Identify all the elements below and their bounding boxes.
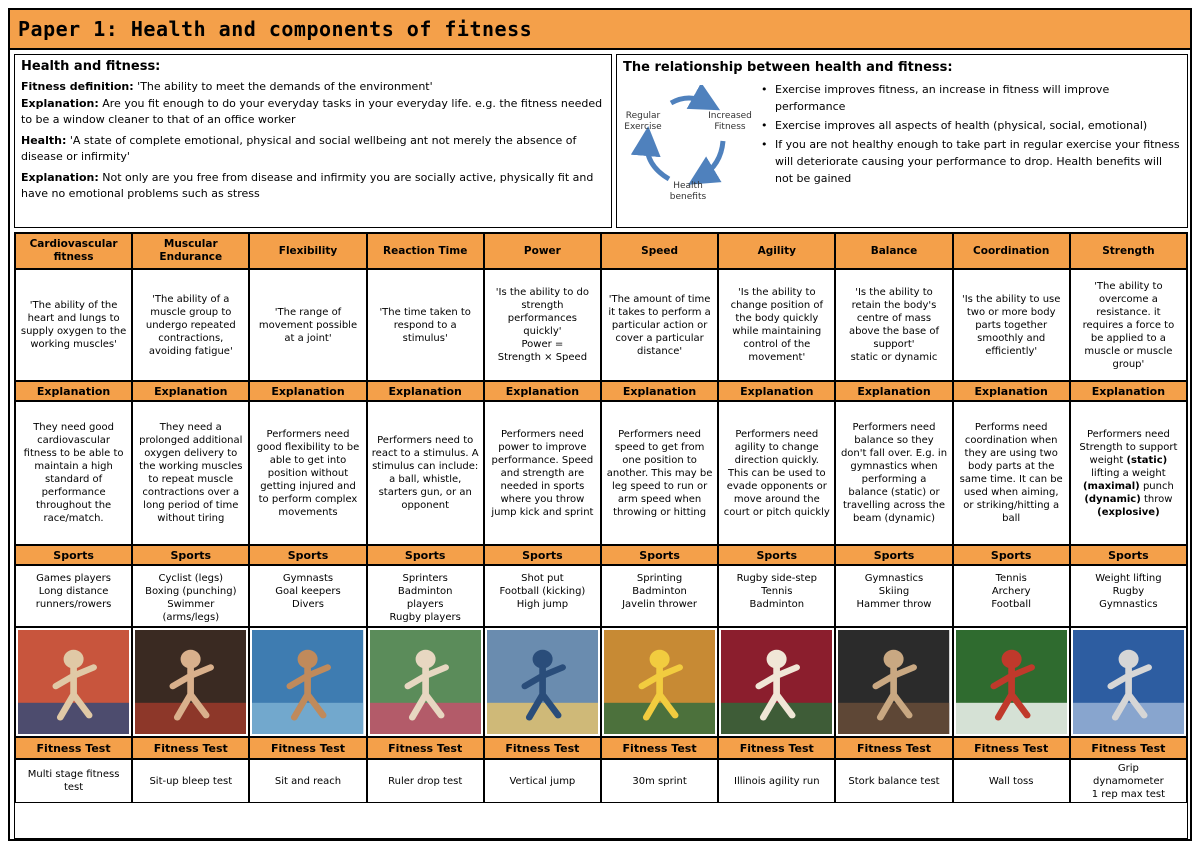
- component-sports: [367, 565, 484, 627]
- component-header: Balance: [835, 233, 952, 269]
- component-explanation: Performers need to react to a stimulus. A stimulus can include: a ball, whistle, starters gun, or an opponent: [367, 401, 484, 545]
- health-explanation-label: Explanation:: [21, 171, 99, 184]
- gymnast-beam-photo: [838, 630, 949, 734]
- sport-item: Hammer throw: [856, 599, 932, 610]
- definition-text: 'The ability of a muscle group to undergo repeated contractions, avoiding fatigue': [145, 293, 236, 357]
- component-explanation: Performers need balance so they don't fall over. E.g. in gymnastics when performing a balance (static) or travelling across the beam (dynamic): [835, 401, 952, 545]
- health-definition-label: Health:: [21, 134, 67, 147]
- sport-item: Long distance: [38, 586, 109, 597]
- component-sports: [718, 565, 835, 627]
- explanation-text: lifting a weight: [1091, 467, 1166, 479]
- fitness-test-line: dynamometer: [1093, 775, 1164, 787]
- component-header: Muscular Endurance: [132, 233, 249, 269]
- explanation-wrap: [1075, 428, 1182, 519]
- health-fitness-heading: Health and fitness:: [21, 59, 161, 74]
- sports-list: [36, 568, 112, 611]
- photo-ground: [135, 703, 246, 734]
- fitness-test-label: Fitness Test: [249, 737, 366, 759]
- component-header: Strength: [1070, 233, 1187, 269]
- sports-label: Sports: [249, 545, 366, 565]
- definition-text: 'Is the ability to change position of the body quickly while maintaining control of the movement': [730, 287, 823, 363]
- explanation-label: Explanation: [15, 381, 132, 401]
- component-header: Power: [484, 233, 601, 269]
- sport-item: (arms/legs): [162, 612, 220, 623]
- sport-item: Badminton: [749, 599, 805, 610]
- component-header: Speed: [601, 233, 718, 269]
- component-sports: [601, 565, 718, 627]
- sports-list: [622, 568, 697, 611]
- component-photo-cell: [15, 627, 132, 737]
- fitness-test-label: Fitness Test: [953, 737, 1070, 759]
- component-sports: [1070, 565, 1187, 627]
- component-definition: [15, 269, 132, 381]
- component-sports: [835, 565, 952, 627]
- fitness-test-label: Fitness Test: [132, 737, 249, 759]
- sports-list: [390, 568, 461, 624]
- component-fitness-test: Wall toss: [953, 759, 1070, 803]
- sports-label: Sports: [601, 545, 718, 565]
- sports-list: [275, 568, 341, 611]
- component-explanation: Performers need agility to change direction quickly. This can be used to evade opponents or move around the court or pitch quickly: [718, 401, 835, 545]
- component-fitness-test: Ruler drop test: [367, 759, 484, 803]
- sports-label: Sports: [953, 545, 1070, 565]
- boxers-photo: [135, 630, 246, 734]
- sport-item: Gymnasts: [282, 573, 334, 584]
- sport-item: Divers: [292, 599, 324, 610]
- components-table: [14, 232, 1188, 839]
- sport-item: High jump: [516, 599, 569, 610]
- component-explanation: They need good cardiovascular fitness to be able to maintain a high standard of performance throughout the race/match.: [15, 401, 132, 545]
- sports-list: [499, 568, 585, 611]
- explanation-label: Explanation: [1070, 381, 1187, 401]
- fitness-definition: [21, 79, 605, 95]
- component-photo-cell: [132, 627, 249, 737]
- explanation-label: Explanation: [835, 381, 952, 401]
- explanation-bold: (dynamic): [1084, 493, 1141, 505]
- sports-label: Sports: [484, 545, 601, 565]
- definition-wrap: [489, 286, 596, 364]
- component-definition: [718, 269, 835, 381]
- component-photo-cell: [718, 627, 835, 737]
- explanation-text: throw: [1140, 493, 1173, 505]
- component-photo-cell: [249, 627, 366, 737]
- sport-item: Games players: [36, 573, 111, 584]
- definition-wrap: [372, 306, 479, 345]
- definition-wrap: [606, 293, 713, 358]
- sports-label: Sports: [367, 545, 484, 565]
- arrow-top: [671, 98, 707, 103]
- fitness-test-lines: [1092, 762, 1165, 801]
- component-header: Flexibility: [249, 233, 366, 269]
- explanation-bold: (explosive): [1097, 506, 1160, 518]
- component-sports: [132, 565, 249, 627]
- relationship-bullet: • If you are not healthy enough to take part in regular exercise your fitness will deteriorate causing your performance to drop. Health benefits will not be gained: [757, 136, 1181, 187]
- rugby-players-photo: [721, 630, 832, 734]
- fitness-test-line: Grip: [1117, 762, 1139, 774]
- sport-item: Football: [991, 599, 1031, 610]
- marathon-runners-photo: [18, 630, 129, 734]
- definition-text: 'The range of movement possible at a joint': [258, 306, 358, 344]
- definition-extra: Power =: [521, 339, 564, 350]
- fitness-test-label: Fitness Test: [835, 737, 952, 759]
- component-fitness-test: [1070, 759, 1187, 803]
- component-photo-cell: [367, 627, 484, 737]
- component-definition: [953, 269, 1070, 381]
- relationship-bullets: [757, 81, 1181, 189]
- diver-photo: [252, 630, 363, 734]
- component-sports: [484, 565, 601, 627]
- sports-label: Sports: [15, 545, 132, 565]
- definition-text: 'The ability to overcome a resistance. it requires a force to be applied to a muscle or muscle group': [1082, 280, 1175, 370]
- page-title: Paper 1: Health and components of fitness: [18, 17, 533, 41]
- photo-ground: [487, 703, 598, 734]
- definition-text: 'Is the ability to retain the body's centre of mass above the base of support': [848, 287, 940, 350]
- explanation-label: Explanation: [249, 381, 366, 401]
- sport-item: Goal keepers: [275, 586, 341, 597]
- sport-item: Rugby players: [389, 612, 461, 623]
- sport-item: Football (kicking): [499, 586, 586, 597]
- photo-ground: [1073, 703, 1184, 734]
- sport-item: Gymnastics: [1099, 599, 1158, 610]
- title-bar: [10, 10, 1190, 50]
- photo-ground: [604, 703, 715, 734]
- relationship-heading: The relationship between health and fitness:: [623, 60, 953, 75]
- explanation-label: Explanation: [132, 381, 249, 401]
- explanation-text: Performers need Strength to support weight: [1079, 428, 1178, 466]
- explanation-bold: (maximal): [1082, 480, 1140, 492]
- component-fitness-test: Vertical jump: [484, 759, 601, 803]
- definition-wrap: [958, 293, 1065, 358]
- explanation-label: Explanation: [953, 381, 1070, 401]
- definition-wrap: [1075, 280, 1182, 371]
- arrow-right: [701, 141, 723, 177]
- sport-item: Tennis: [995, 573, 1027, 584]
- fitness-test-line: 1 rep max test: [1091, 788, 1166, 800]
- component-header: Reaction Time: [367, 233, 484, 269]
- fitness-explanation: [21, 96, 605, 128]
- sport-item: Archery: [991, 586, 1031, 597]
- definition-text: 'Is the ability to do strength performances quickly': [495, 287, 589, 337]
- sport-item: Weight lifting: [1095, 573, 1162, 584]
- fitness-test-label: Fitness Test: [601, 737, 718, 759]
- component-photo-cell: [835, 627, 952, 737]
- fitness-definition-label: Fitness definition:: [21, 80, 134, 93]
- relationship-bullet: • Exercise improves fitness, an increase in fitness will improve performance: [757, 81, 1181, 115]
- sport-item: Sprinters: [402, 573, 448, 584]
- component-definition: [132, 269, 249, 381]
- explanation-label: Explanation: [718, 381, 835, 401]
- component-sports: [953, 565, 1070, 627]
- definition-extra: static or dynamic: [850, 352, 938, 363]
- sports-list: [145, 568, 236, 624]
- health-fitness-box: [14, 54, 612, 228]
- definition-text: 'Is the ability to use two or more body parts together smoothly and efficiently': [961, 293, 1061, 357]
- fitness-test-label: Fitness Test: [1070, 737, 1187, 759]
- cycle-diagram: [621, 85, 755, 205]
- fitness-test-label: Fitness Test: [484, 737, 601, 759]
- component-definition: [835, 269, 952, 381]
- sports-label: Sports: [132, 545, 249, 565]
- photo-ground: [370, 703, 481, 734]
- arrow-left: [647, 141, 669, 179]
- sport-item: Badminton: [632, 586, 687, 597]
- explanation-label: Explanation: [367, 381, 484, 401]
- cycle-label-health-benefits: Health benefits: [669, 181, 707, 202]
- sports-label: Sports: [718, 545, 835, 565]
- fitness-explanation-label: Explanation:: [21, 97, 99, 110]
- fitness-test-label: Fitness Test: [367, 737, 484, 759]
- sport-item: Skiing: [878, 586, 910, 597]
- sport-item: Shot put: [521, 573, 564, 584]
- cycle-label-increased-fitness: Increased Fitness: [708, 111, 752, 132]
- component-sports: [15, 565, 132, 627]
- explanation-text: punch: [1139, 480, 1174, 492]
- relationship-box: [616, 54, 1188, 228]
- sport-item: Gymnastics: [864, 573, 924, 584]
- page-frame: [8, 8, 1192, 841]
- sport-item: Tennis: [761, 586, 793, 597]
- cycle-label-regular-exercise: Regular Exercise: [624, 111, 662, 132]
- health-explanation-text: Not only are you free from disease and infirmity you are socially active, physically fit and have no emotional problems such as stress: [21, 171, 594, 200]
- shot-putter-photo: [487, 630, 598, 734]
- component-explanation: Performers need power to improve performance. Speed and strength are needed in sports where you throw jump kick and sprint: [484, 401, 601, 545]
- component-photo-cell: [601, 627, 718, 737]
- photo-ground: [252, 703, 363, 734]
- sports-list: [856, 568, 931, 611]
- component-header: Agility: [718, 233, 835, 269]
- definition-wrap: [20, 299, 127, 351]
- component-header: Coordination: [953, 233, 1070, 269]
- definition-extra: Strength × Speed: [497, 352, 588, 363]
- sports-list: [991, 568, 1031, 611]
- fitness-explanation-text: Are you fit enough to do your everyday tasks in your everyday life. e.g. the fitness needed to be a window cleaner to that of an office worker: [21, 97, 603, 126]
- component-explanation: Performers need speed to get from one position to another. This may be leg speed to run or arm speed when throwing or hitting: [601, 401, 718, 545]
- sport-item: Cyclist (legs): [158, 573, 224, 584]
- sport-item: runners/rowers: [35, 599, 112, 610]
- component-definition: [249, 269, 366, 381]
- sport-item: Swimmer: [167, 599, 215, 610]
- component-definition: [367, 269, 484, 381]
- component-explanation: Performers need good flexibility to be able to get into position without getting injured and to perform complex movements: [249, 401, 366, 545]
- component-fitness-test: Stork balance test: [835, 759, 952, 803]
- component-header: Cardiovascular fitness: [15, 233, 132, 269]
- fitness-test-label: Fitness Test: [15, 737, 132, 759]
- definition-wrap: [254, 306, 361, 345]
- component-photo-cell: [484, 627, 601, 737]
- sports-list: [1095, 568, 1161, 611]
- component-explanation: [1070, 401, 1187, 545]
- component-photo-cell: [953, 627, 1070, 737]
- explanation-label: Explanation: [601, 381, 718, 401]
- component-definition: [601, 269, 718, 381]
- sport-item: Rugby: [1112, 586, 1145, 597]
- explanation-label: Explanation: [484, 381, 601, 401]
- definition-wrap: [840, 286, 947, 364]
- component-fitness-test: Sit and reach: [249, 759, 366, 803]
- component-explanation: They need a prolonged additional oxygen delivery to the working muscles to repeat muscle contractions over a long period of time without tiring: [132, 401, 249, 545]
- weightlifter-photo: [1073, 630, 1184, 734]
- component-fitness-test: Multi stage fitness test: [15, 759, 132, 803]
- component-explanation: Performs need coordination when they are using two body parts at the same time. It can be used when aiming, or striking/hitting a ball: [953, 401, 1070, 545]
- explanation-bold: (static): [1126, 454, 1168, 466]
- sports-label: Sports: [1070, 545, 1187, 565]
- photo-ground: [956, 703, 1067, 734]
- component-photo-cell: [1070, 627, 1187, 737]
- sport-item: Boxing (punching): [145, 586, 237, 597]
- definition-text: 'The amount of time it takes to perform a particular action or cover a particular distance': [608, 293, 711, 357]
- fitness-definition-text: 'The ability to meet the demands of the environment': [133, 80, 433, 93]
- tennis-player-photo: [956, 630, 1067, 734]
- sport-item: Sprinting: [636, 573, 683, 584]
- photo-ground: [721, 703, 832, 734]
- relationship-bullet: • Exercise improves all aspects of health (physical, social, emotional): [757, 117, 1181, 134]
- health-explanation: [21, 170, 605, 202]
- definition-text: 'The time taken to respond to a stimulus': [379, 306, 471, 344]
- photo-ground: [838, 703, 949, 734]
- sport-item: players: [406, 599, 444, 610]
- component-definition: [484, 269, 601, 381]
- definition-text: 'The ability of the heart and lungs to supply oxygen to the working muscles': [20, 300, 127, 350]
- component-definition: [1070, 269, 1187, 381]
- component-fitness-test: Sit-up bleep test: [132, 759, 249, 803]
- badminton-player-photo: [370, 630, 481, 734]
- health-definition: [21, 133, 605, 165]
- fitness-test-label: Fitness Test: [718, 737, 835, 759]
- component-fitness-test: 30m sprint: [601, 759, 718, 803]
- component-fitness-test: Illinois agility run: [718, 759, 835, 803]
- sport-item: Javelin thrower: [622, 599, 698, 610]
- definition-wrap: [137, 293, 244, 358]
- sport-item: Rugby side-step: [736, 573, 817, 584]
- health-definition-text: 'A state of complete emotional, physical and social wellbeing ant not merely the absence of disease or infirmity': [21, 134, 577, 163]
- sport-item: Badminton: [397, 586, 453, 597]
- sprinter-photo: [604, 630, 715, 734]
- component-sports: [249, 565, 366, 627]
- sports-label: Sports: [835, 545, 952, 565]
- photo-ground: [18, 703, 129, 734]
- sports-list: [737, 568, 817, 611]
- definition-wrap: [723, 286, 830, 364]
